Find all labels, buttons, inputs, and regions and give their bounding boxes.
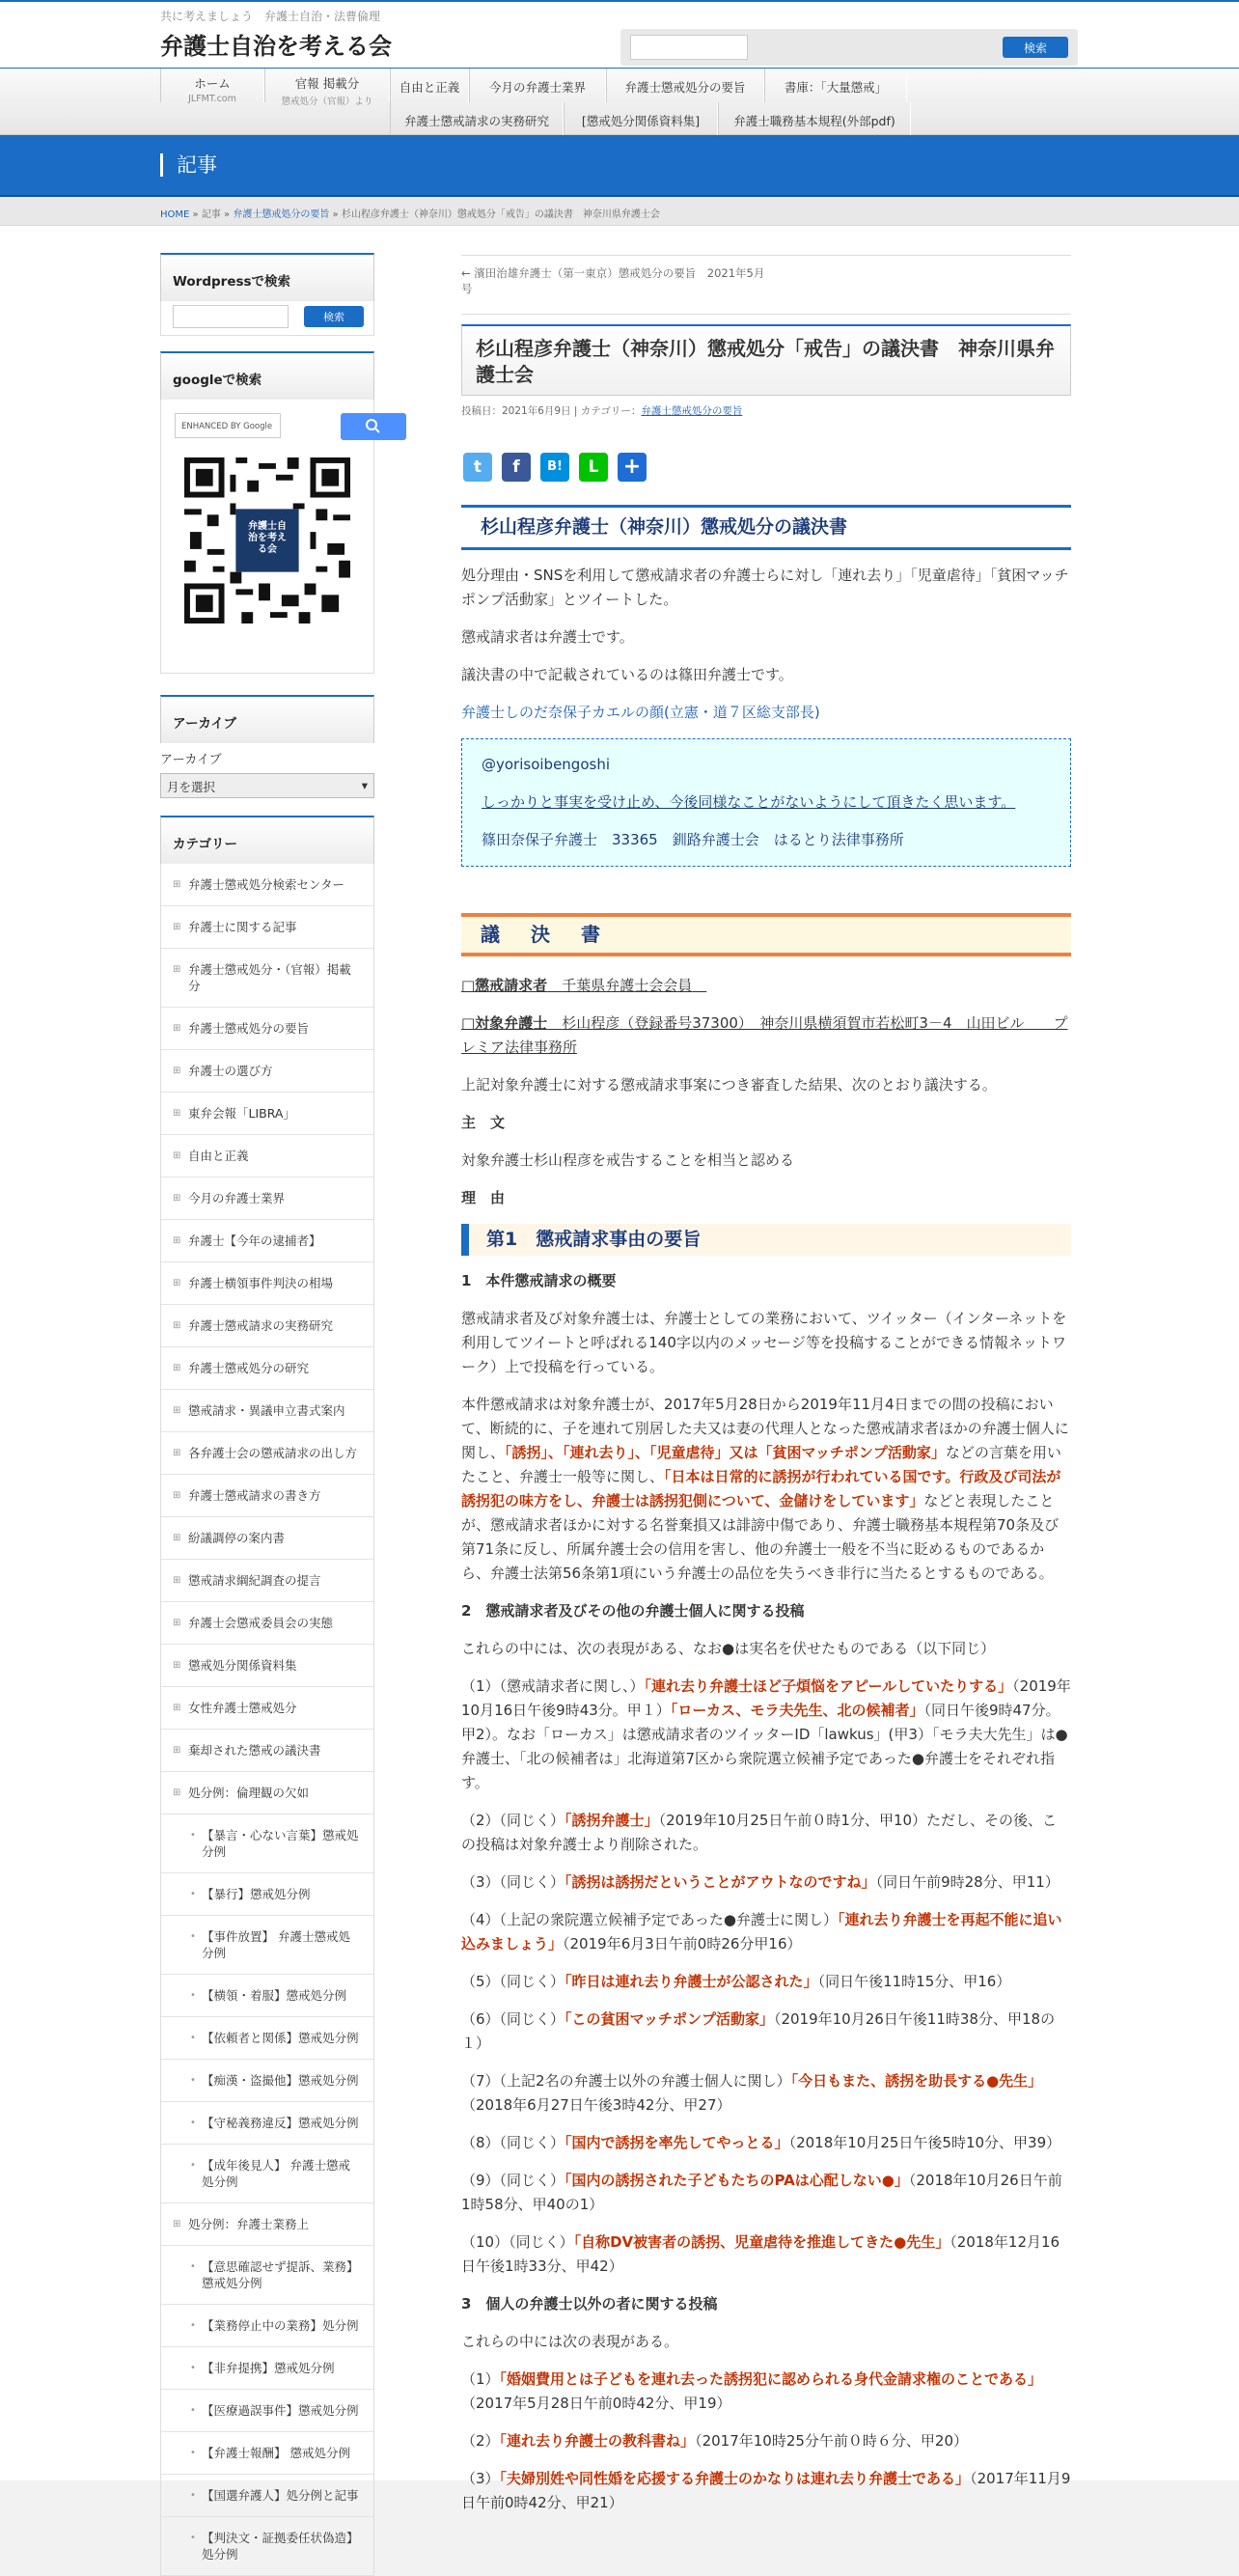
text: （8）（同じく） [461, 2134, 565, 2151]
chevron-down-icon: ▾ [361, 778, 368, 792]
text: （1） [461, 2370, 500, 2388]
site-header [0, 2, 1239, 68]
text: （2018年6月27日午後3時42分、甲27） [461, 2096, 731, 2114]
category-item[interactable]: ⊞ 東弁会報「LIBRA」 [161, 1093, 373, 1135]
text: （2019年10月25日午前０時1分、甲10）ただし、その後、この投稿は対象弁護士より削除された。 [461, 1812, 1058, 1853]
main-content [461, 255, 1071, 2529]
site-title[interactable]: 弁護士自治を考える会 [160, 33, 392, 60]
subheading: 1 本件懲戒請求の概要 [461, 1272, 617, 1289]
heading-gikesho: 議 決 書 [461, 913, 1071, 956]
category-item[interactable]: ⊞ 処分例：弁護士業務上 [161, 2203, 373, 2246]
paragraph: 議決書の中で記載されているのは篠田弁護士です。 [461, 666, 793, 683]
category-item[interactable]: ⊞ 今月の弁護士業界 [161, 1177, 373, 1220]
text: （同日午後9時47分。甲2）。なお「ローカス」は懲戒請求者のツイッターID「lawkus」(甲3）「モラ夫大先生」は●弁護士、「北の候補者は」北海道第7区から衆院選立候補予定であった●弁護士をそれぞれ指す。 [461, 1702, 1068, 1791]
facebook-share-icon[interactable]: f [502, 453, 531, 482]
text: （2）（同じく） [461, 1812, 565, 1829]
category-item[interactable]: ⊞ 懲戒処分関係資料集 [161, 1645, 373, 1687]
paragraph: 処分理由・SNSを利用して懲戒請求者の弁護士らに対し「連れ去り」「児童虐待」「貧困マッチポンプ活動家」とツイートした。 [461, 567, 1069, 608]
wp-search-button[interactable]: 検索 [304, 306, 364, 327]
archive-select-value: 月を選択 [167, 780, 216, 794]
list-item [461, 2008, 1071, 2056]
paragraph-summary [461, 1393, 1071, 1586]
category-item[interactable]: • 【守秘義務違反】懲戒処分例 [161, 2102, 373, 2145]
quote-red: 「日本は日常的に誘拐が行われている国です。行政及び司法が誘拐犯の味方をし、弁護士は誘拐犯側について、金儲けをしています」 [461, 1468, 1061, 1510]
post-meta-category[interactable]: 弁護士懲戒処分の要旨 [641, 405, 743, 417]
quote-red: 「ローカス、モラ夫先生、北の候補者」 [670, 1702, 924, 1719]
category-item[interactable]: ⊞ 懲戒請求・異議申立書式案内 [161, 1390, 373, 1432]
text: （2） [461, 2432, 500, 2450]
qr-code [184, 457, 350, 623]
category-item[interactable]: • 【横領・着服】懲戒処分例 [161, 1975, 373, 2017]
site-tagline: 共に考えましょう 弁護士自治・法曹倫理 [160, 10, 381, 23]
text: などと表現したことが、懲戒請求者ほかに対する名誉棄損又は誹謗中傷であり、弁護士職務基本規程第70条及び第71条に反し、所属弁護士会の信用を害し、他の弁護士一般を不当に貶めるものであるから、弁護士法第56条第1項にいう弁護士の品位を失うべき非行に当たるとするものである。 [461, 1492, 1060, 1582]
tweet-handle: @yorisoibengoshi [482, 756, 610, 773]
google-search-widget [160, 400, 374, 674]
nav-home[interactable] [160, 69, 264, 102]
nav-sub: JLFMT.com [188, 94, 236, 104]
category-item[interactable]: • 【非弁提携】懲戒処分例 [161, 2347, 373, 2390]
google-search-button[interactable] [341, 413, 406, 440]
category-title: カテゴリー [160, 816, 374, 864]
category-item[interactable]: ⊞ 弁護士懲戒請求の書き方 [161, 1475, 373, 1517]
list-item [461, 2169, 1071, 2217]
list-item [461, 2131, 1071, 2155]
text: （6）（同じく） [461, 2010, 565, 2028]
text: （2019年10月26日午後11時38分、甲18の１） [461, 2010, 1056, 2052]
category-item[interactable]: ⊞ 紛議調停の案内書 [161, 1517, 373, 1560]
category-item[interactable]: ⊞ 弁護士懲戒処分の要旨 [161, 1008, 373, 1050]
quote-red: 「国内で誘拐を率先してやっとる」 [564, 2134, 789, 2151]
header-search-button[interactable]: 検索 [1003, 37, 1068, 58]
quote-red: 「国内の誘拐された子どもたちのPAは心配しない●」 [564, 2172, 909, 2189]
category-list [160, 864, 374, 2576]
category-item[interactable]: ⊞ 女性弁護士懲戒処分 [161, 1687, 373, 1730]
google-search-title: googleで検索 [160, 351, 374, 400]
quote-red: 「誘拐弁護士」 [564, 1812, 659, 1829]
paragraph: これらの中には、次の表現がある、なお●は実名を伏せたものである（以下同じ） [461, 1640, 996, 1657]
quote-red: 「自称DV被害者の誘拐、児童虐待を推進してきた●先生」 [573, 2233, 950, 2251]
category-item[interactable]: ⊞ 弁護士懲戒処分の研究 [161, 1347, 373, 1390]
google-search-input[interactable]: ENHANCED BY Google [175, 413, 281, 438]
heading-gian: 杉山程彦弁護士（神奈川）懲戒処分の議決書 [461, 505, 1071, 550]
archive-title: アーカイブ [160, 695, 374, 743]
text: などの言葉を用いたこと、弁護士一般等に関し、 [461, 1444, 1061, 1485]
wp-search-input[interactable] [173, 305, 289, 328]
nav-kongetsu[interactable]: 今月の弁護士業界 [469, 69, 606, 102]
paragraph: 上記対象弁護士に対する懲戒請求事案につき審査した結果、次のとおり議決する。 [461, 1076, 997, 1094]
category-item[interactable]: ⊞ 各弁護士会の懲戒請求の出し方 [161, 1432, 373, 1475]
category-item[interactable]: • 【成年後見人】 弁護士懲戒処分例 [161, 2145, 373, 2203]
archive-label: アーカイブ [160, 753, 222, 767]
subheading: 2 懲戒請求者及びその他の弁護士個人に関する投稿 [461, 1602, 805, 1620]
quoted-tweet [461, 738, 1071, 867]
paragraph: 懲戒請求者は弁護士です。 [461, 628, 634, 646]
twitter-share-icon[interactable]: t [463, 453, 492, 482]
riyu-heading: 理 由 [461, 1189, 506, 1206]
category-item[interactable]: ⊞ 弁護士懲戒処分検索センター [161, 864, 373, 906]
archive-month-select[interactable] [160, 773, 374, 798]
post-title: 杉山程彦弁護士（神奈川）懲戒処分「戒告」の議決書 神奈川県弁護士会 [461, 324, 1071, 396]
category-item[interactable]: ⊞ 棄却された懲戒の議決書 [161, 1730, 373, 1772]
quote-red: 「夫婦別姓や同性婚を応援する弁護士のかなりは連れ去り弁護士である」 [499, 2470, 971, 2487]
prev-post-text: ← 濱田治雄弁護士（第一東京）懲戒処分の要旨 2021年5月号 [461, 266, 765, 295]
category-item[interactable]: • 【依頼者と関係】懲戒処分例 [161, 2017, 373, 2060]
paragraph: これらの中には次の表現がある。 [461, 2333, 679, 2350]
nav-shoko[interactable]: 書庫：「大量懲戒」 [764, 69, 907, 102]
quote-red: 「誘拐は誘拐だということがアウトなのですね」 [564, 1873, 876, 1891]
category-item[interactable]: ⊞ 自由と正義 [161, 1135, 373, 1177]
list-item [461, 1809, 1071, 1857]
tweet-signature: 篠田奈保子弁護士 33365 釧路弁護士会 はるとり法律事務所 [482, 831, 904, 848]
hatena-share-icon[interactable]: B! [540, 453, 569, 482]
category-item[interactable]: • 【医療過誤事件】懲戒処分例 [161, 2390, 373, 2432]
breadcrumb-sep: » [332, 209, 339, 220]
target-value: 杉山程彦（登録番号37300） 神奈川県横須賀市若松町3－4 山田ビル プレミア法律事務所 [461, 1014, 1068, 1056]
category-item[interactable]: • 【暴言・心ない言葉】懲戒処分例 [161, 1814, 373, 1873]
nav-yoshi[interactable]: 弁護士懲戒処分の要旨 [606, 69, 764, 102]
breadcrumb-current: 杉山程彦弁護士（神奈川）懲戒処分「戒告」の議決書 神奈川県弁護士会 [341, 209, 660, 220]
text: （2017年10時25分午前０時６分、甲20） [695, 2432, 968, 2450]
nav-kitei-pdf[interactable]: 弁護士職務基本規程(外部pdf) [718, 102, 911, 136]
text: （同日午後11時15分、甲16） [817, 1973, 1011, 1990]
breadcrumb-home[interactable]: HOME [160, 209, 190, 220]
list-item [461, 2368, 1071, 2416]
header-search [620, 29, 1078, 66]
breadcrumb-level1: 記事 [201, 209, 221, 220]
category-item[interactable]: • 【事件放置】 弁護士懲戒処分例 [161, 1916, 373, 1975]
category-item[interactable]: • 【痴漢・盗撮他】懲戒処分例 [161, 2060, 373, 2102]
category-item[interactable]: ⊞ 懲戒請求綱紀調査の提言 [161, 1560, 373, 1602]
addthis-share-icon[interactable]: + [618, 453, 647, 482]
prev-post-link[interactable] [461, 255, 1071, 315]
text: （2019年6月3日午前0時26分甲16） [563, 1935, 802, 1953]
qr-center-label: 弁護士自治を考える会 [248, 521, 287, 555]
claimant-value: 千葉県弁護士会会員 [562, 977, 693, 994]
quote-red: 「今日もまた、誘拐を助長する●先生」 [790, 2072, 1043, 2090]
breadcrumb-level2[interactable]: 弁護士懲戒処分の要旨 [233, 209, 330, 220]
breadcrumb-sep: » [192, 209, 199, 220]
target-label: □対象弁護士 [461, 1014, 548, 1032]
nav-shiryo[interactable]: [懲戒処分関係資料集] [564, 102, 718, 136]
list-item [461, 1870, 1071, 1895]
list-item [461, 2069, 1071, 2118]
text: （3） [461, 2470, 500, 2487]
list-item [461, 2230, 1071, 2279]
category-item[interactable]: • 【意思確認せず提訴、業務】懲戒処分例 [161, 2246, 373, 2305]
text: （10）（同じく） [461, 2233, 574, 2251]
text: （5）（同じく） [461, 1973, 565, 1990]
breadcrumb [0, 197, 1239, 226]
quote-red: 「連れ去り弁護士ほど子煩悩をアピールしていたりする」 [644, 1677, 1013, 1695]
search-icon [341, 413, 406, 440]
breadcrumb-sep: » [224, 209, 231, 220]
shubun-heading: 主 文 [461, 1114, 506, 1131]
list-item [461, 1675, 1071, 1795]
text: （2018年12月16日午後1時33分、甲42） [461, 2233, 1060, 2275]
text: （2018年10月26日午前1時58分、甲40の1） [461, 2172, 1062, 2213]
nav-jitsumu[interactable]: 弁護士懲戒請求の実務研究 [390, 102, 564, 136]
paragraph: 懲戒請求者及び対象弁護士は、弁護士としての業務において、ツイッター（インターネットを利用してツイートと呼ばれる140字以内のメッセージ等を投稿することができる情報ネットワーク）上で投稿を行っている。 [461, 1310, 1067, 1375]
category-item[interactable]: ⊞ 弁護士の選び方 [161, 1050, 373, 1093]
claimant-label: □懲戒請求者 [461, 977, 548, 994]
category-item[interactable]: • 【国選弁護人】処分例と記事 [161, 2475, 373, 2517]
share-buttons [461, 453, 1071, 485]
text: （1）（懲戒請求者に関し、） [461, 1677, 645, 1695]
quote-red: 「婚姻費用とは子どもを連れ去った誘拐犯に認められる身代金請求権のことである」 [499, 2370, 1043, 2388]
category-item[interactable]: • 【業務停止中の業務】処分例 [161, 2305, 373, 2347]
content-wrap [0, 226, 1239, 2562]
article-body [461, 505, 1071, 2515]
category-item[interactable]: • 【判決文・証拠委任状偽造】処分例 [161, 2517, 373, 2576]
nav-jiyu-to-seigi[interactable]: 自由と正義 [390, 69, 469, 102]
list-item [461, 1908, 1071, 1956]
tweet-text-link[interactable]: しっかりと事実を受け止め、今後同様なことがないようにして頂きたく思います。 [482, 793, 1016, 811]
page-banner-title: 記事 [160, 153, 217, 177]
quote-red: 「誘拐」、「連れ去り」、「児童虐待」又は「貧困マッチポンプ活動家」 [505, 1444, 946, 1461]
post-meta-text: 投稿日：2021年6月9日 | カテゴリー： [461, 405, 642, 417]
text: （2017年5月28日午前0時42分、甲19） [461, 2395, 731, 2412]
nav-kanpo[interactable] [264, 69, 390, 107]
wp-search-widget [160, 301, 374, 336]
page-banner [0, 135, 1239, 197]
nav-label: ホーム [194, 76, 231, 91]
category-item[interactable]: ⊞ 弁護士会懲戒委員会の実態 [161, 1602, 373, 1645]
quote-red: 「連れ去り弁護士を再起不能に追い込みましょう」 [461, 1911, 1062, 1953]
line-share-icon[interactable]: L [579, 453, 608, 482]
category-item[interactable]: ⊞ 弁護士懲戒請求の実務研究 [161, 1305, 373, 1347]
category-item[interactable]: • 【弁護士報酬】 懲戒処分例 [161, 2432, 373, 2475]
text: 本件懲戒請求は対象弁護士が、2017年5月28日から2019年11月4日までの間の投稿において、断続的に、子を連れて別居した夫又は妻の代理人となった懲戒請求者ほかの弁護士個人に関し、 [461, 1396, 1069, 1461]
list-item [461, 1970, 1071, 1994]
text: （2018年10月25日午後5時10分、甲39） [788, 2134, 1061, 2151]
category-item[interactable]: ⊞ 弁護士懲戒処分・（官報）掲載分 [161, 949, 373, 1008]
category-item[interactable]: • 【暴行】懲戒処分例 [161, 1873, 373, 1916]
text: （2017年11月9日午前0時42分、甲21） [461, 2470, 1071, 2511]
sidebar [160, 253, 374, 2576]
category-item[interactable]: ⊞ 弁護士に関する記事 [161, 906, 373, 949]
paragraph: 対象弁護士杉山程彦を戒告することを相当と認める [461, 1151, 795, 1169]
list-item [461, 2467, 1071, 2515]
text: （2019年10月16日午後9時43分。甲１） [461, 1677, 1071, 1719]
text: （同日午前9時28分、甲11） [875, 1873, 1060, 1891]
post-meta [461, 403, 1071, 418]
category-item[interactable]: ⊞ 処分例：倫理観の欠如 [161, 1772, 373, 1814]
text: （4）（上記の衆院選立候補予定であった●弁護士に関し） [461, 1911, 838, 1928]
shinoda-link[interactable]: 弁護士しのだ奈保子カエルの顔(立憲・道７区総支部長) [461, 704, 820, 721]
heading-dai1: 第1 懲戒請求事由の要旨 [461, 1224, 1071, 1256]
text: （7）（上記2名の弁護士以外の弁護士個人に関し） [461, 2072, 791, 2090]
nav-label: 官報 掲載分 [294, 76, 360, 91]
main-nav [0, 68, 1239, 135]
category-item[interactable]: ⊞ 弁護士横領事件判決の相場 [161, 1262, 373, 1305]
text: （9）（同じく） [461, 2172, 565, 2189]
text: （3）（同じく） [461, 1873, 565, 1891]
nav-sub: 懲戒処分（官報）より [281, 97, 373, 107]
header-search-input[interactable] [630, 35, 748, 60]
wp-search-title: Wordpressで検索 [160, 253, 374, 301]
subheading: 3 個人の弁護士以外の者に関する投稿 [461, 2295, 718, 2313]
list-item [461, 2429, 1071, 2453]
quote-red: 「昨日は連れ去り弁護士が公認された」 [564, 1973, 818, 1990]
quote-red: 「連れ去り弁護士の教科書ね」 [499, 2432, 696, 2450]
category-item[interactable]: ⊞ 弁護士【今年の逮捕者】 [161, 1220, 373, 1262]
quote-red: 「この貧困マッチポンプ活動家」 [564, 2010, 774, 2028]
